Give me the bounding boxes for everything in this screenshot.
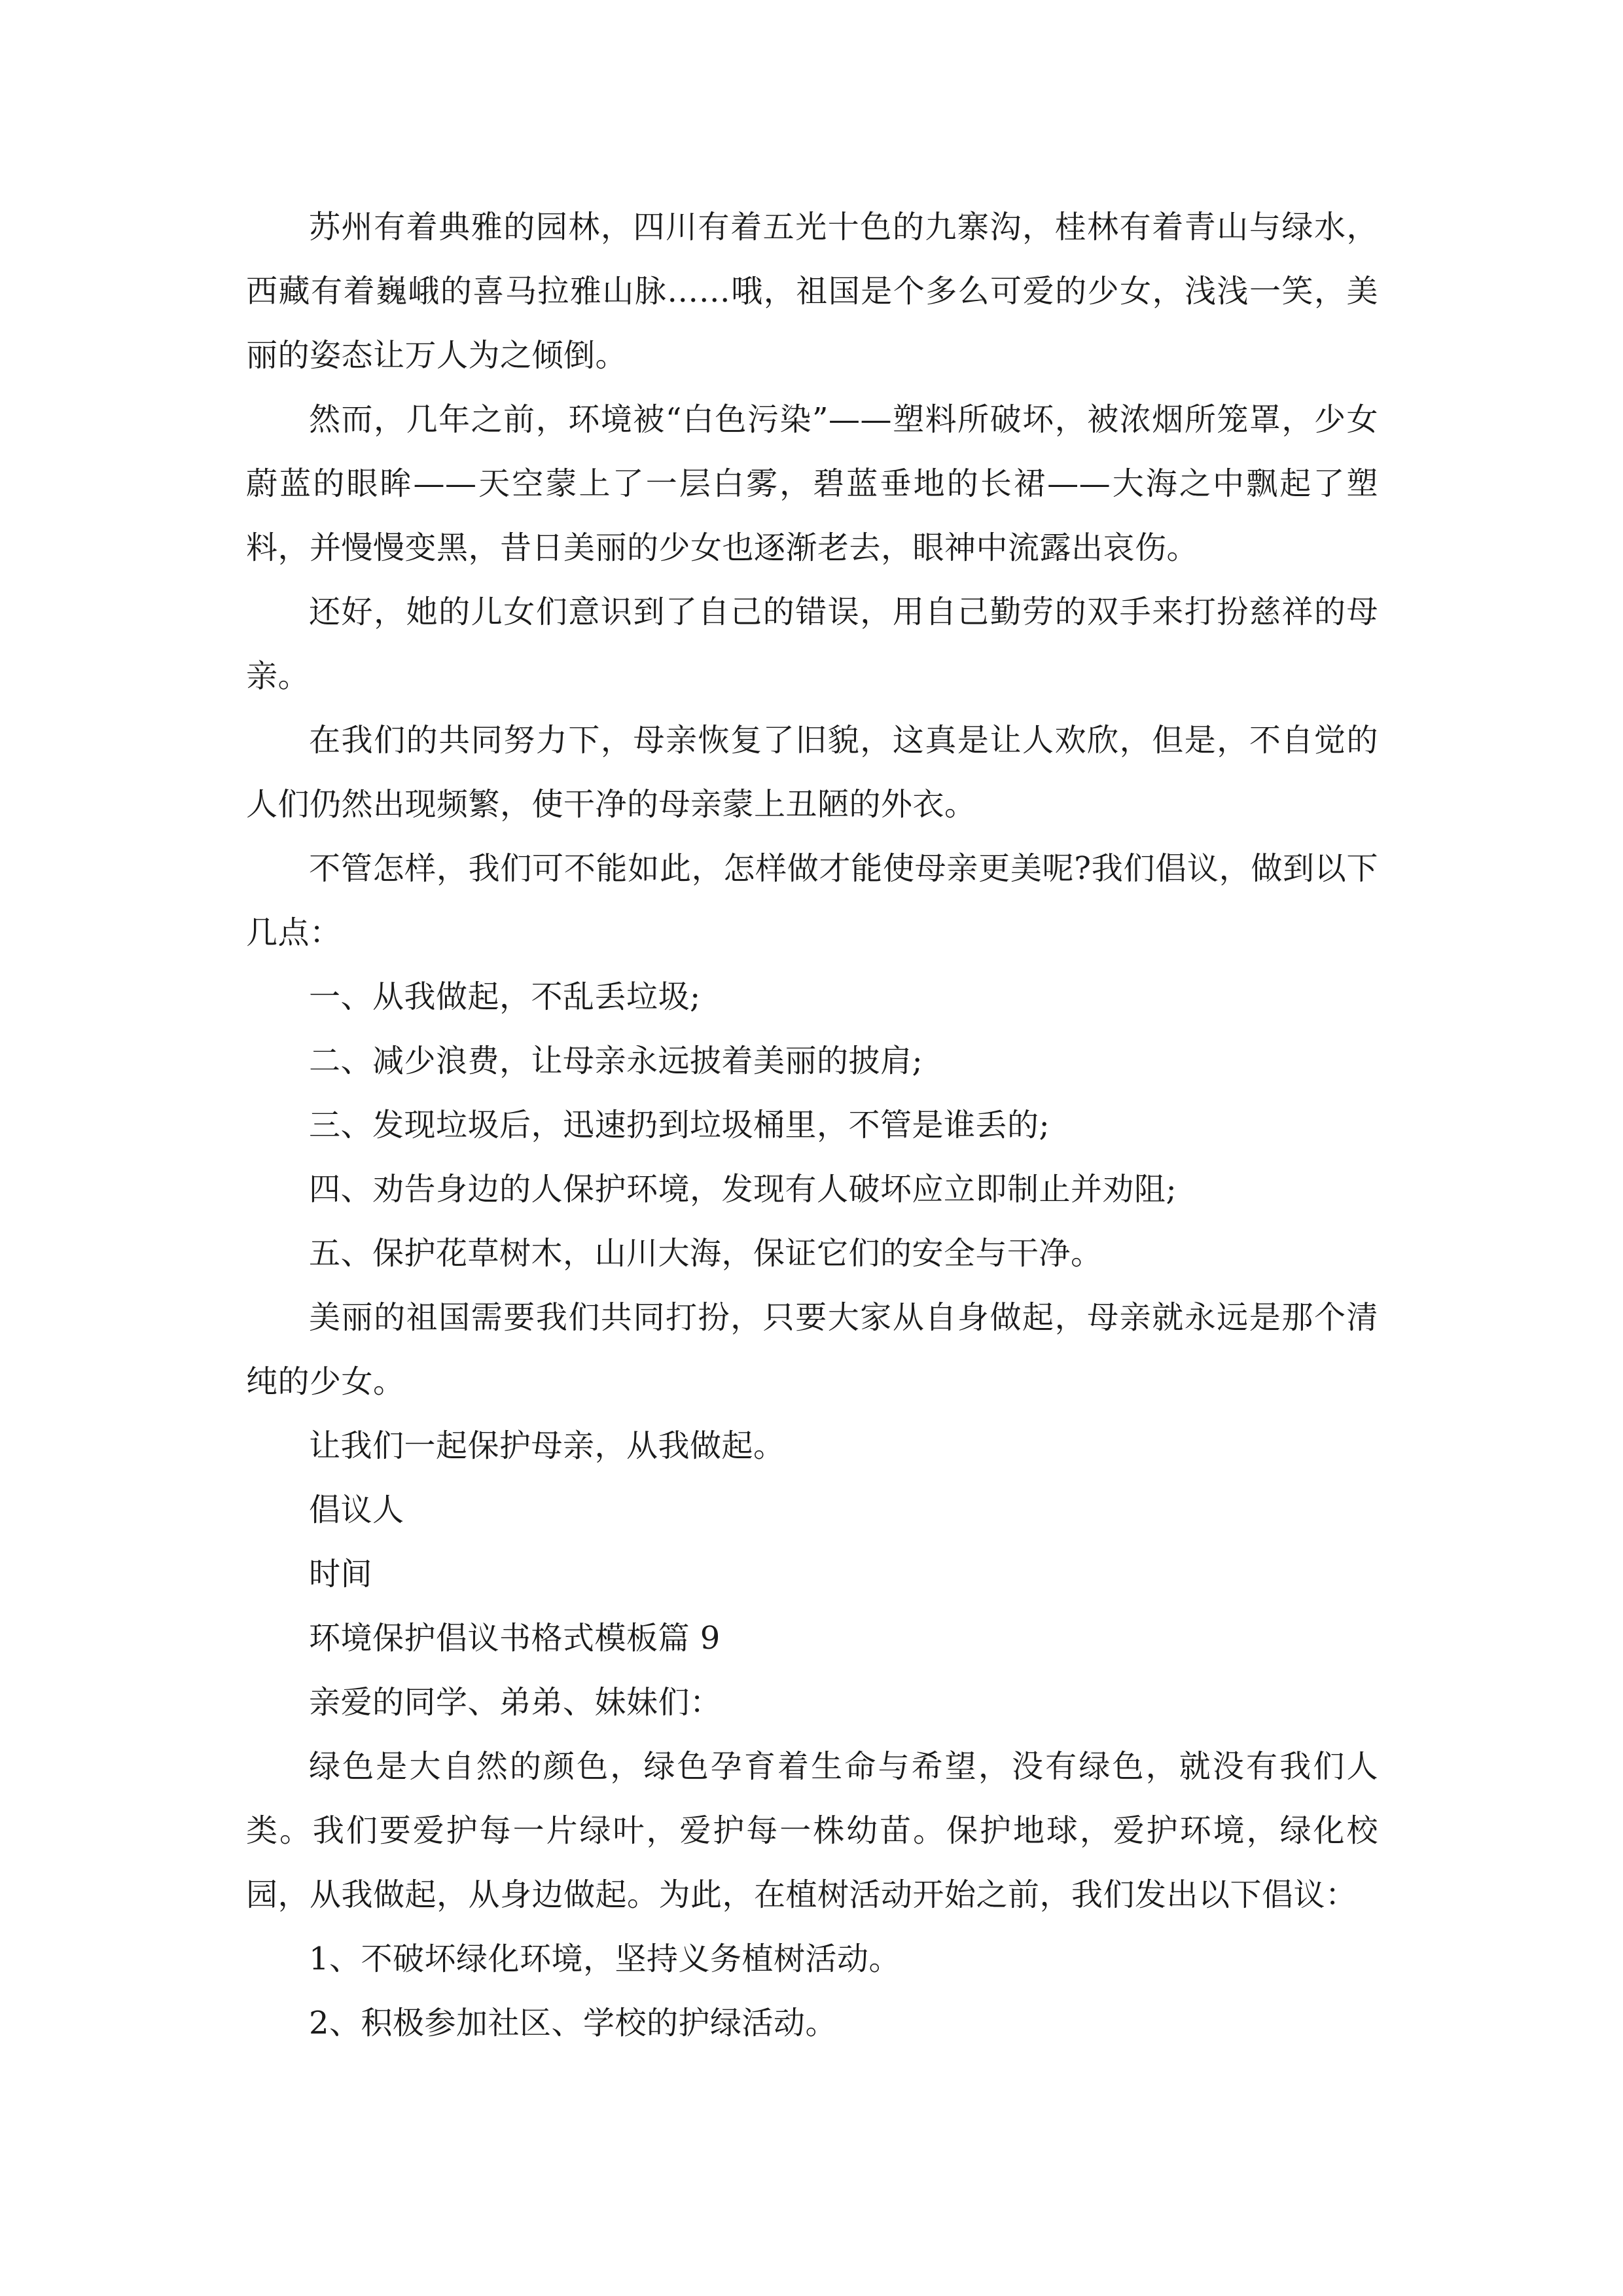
green-item-1: 1、不破坏绿化环境，坚持义务植树活动。 <box>309 1941 901 1977</box>
paragraph-call-to-action: 让我们一起保护母亲，从我做起。 <box>309 1427 785 1464</box>
salutation: 亲爱的同学、弟弟、妹妹们： <box>309 1684 722 1721</box>
paragraph-intro-scenery: 苏州有着典雅的园林，四川有着五光十色的九寨沟，桂林有着青山与绿水，西藏有着巍峨的喜马拉雅山脉……哦，祖国是个多么可爱的少女，浅浅一笑，美丽的姿态让万人为之倾倒。 <box>246 209 1378 374</box>
paragraph-recovery: 在我们的共同努力下，母亲恢复了旧貌，这真是让人欢欣，但是，不自觉的人们仍然出现频繁，使干净的母亲蒙上丑陋的外衣。 <box>246 722 1378 823</box>
green-item-2: 2、积极参加社区、学校的护绿活动。 <box>309 2005 838 2041</box>
paragraph-pollution: 然而，几年之前，环境被“白色污染”——塑料所破坏，被浓烟所笼罩，少女蔚蓝的眼眸——天空蒙上了一层白雾，碧蓝垂地的长裙——大海之中飘起了塑料，并慢慢变黑，昔日美丽的少女也逐渐老去，眼神中流露出哀伤。 <box>246 401 1378 566</box>
proposal-item-2: 二、减少浪费，让母亲永远披着美丽的披肩; <box>309 1043 923 1079</box>
signature-proposer: 倡议人 <box>309 1492 404 1528</box>
proposal-item-3: 三、发现垃圾后，迅速扔到垃圾桶里，不管是谁丢的; <box>309 1107 1050 1143</box>
paragraph-proposal-intro: 不管怎样，我们可不能如此，怎样做才能使母亲更美呢?我们倡议，做到以下几点： <box>246 850 1378 951</box>
signature-date: 时间 <box>309 1556 373 1592</box>
paragraph-green-intro: 绿色是大自然的颜色，绿色孕育着生命与希望，没有绿色，就没有我们人类。我们要爱护每一片绿叶，爱护每一株幼苗。保护地球，爱护环境，绿化校园，从我做起，从身边做起。为此，在植树活动开始之前，我们发出以下倡议： <box>246 1748 1378 1913</box>
document-body <box>246 195 1378 2055</box>
section-title: 环境保护倡议书格式模板篇 9 <box>309 1620 721 1657</box>
proposal-item-5: 五、保护花草树木，山川大海，保证它们的安全与干净。 <box>309 1235 1103 1272</box>
proposal-item-4: 四、劝告身边的人保护环境，发现有人破坏应立即制止并劝阻; <box>309 1171 1177 1208</box>
paragraph-conclusion: 美丽的祖国需要我们共同打扮，只要大家从自身做起，母亲就永远是那个清纯的少女。 <box>246 1299 1378 1400</box>
proposal-item-1: 一、从我做起，不乱丢垃圾; <box>309 978 701 1015</box>
paragraph-awareness: 还好，她的儿女们意识到了自己的错误，用自己勤劳的双手来打扮慈祥的母亲。 <box>246 594 1378 694</box>
